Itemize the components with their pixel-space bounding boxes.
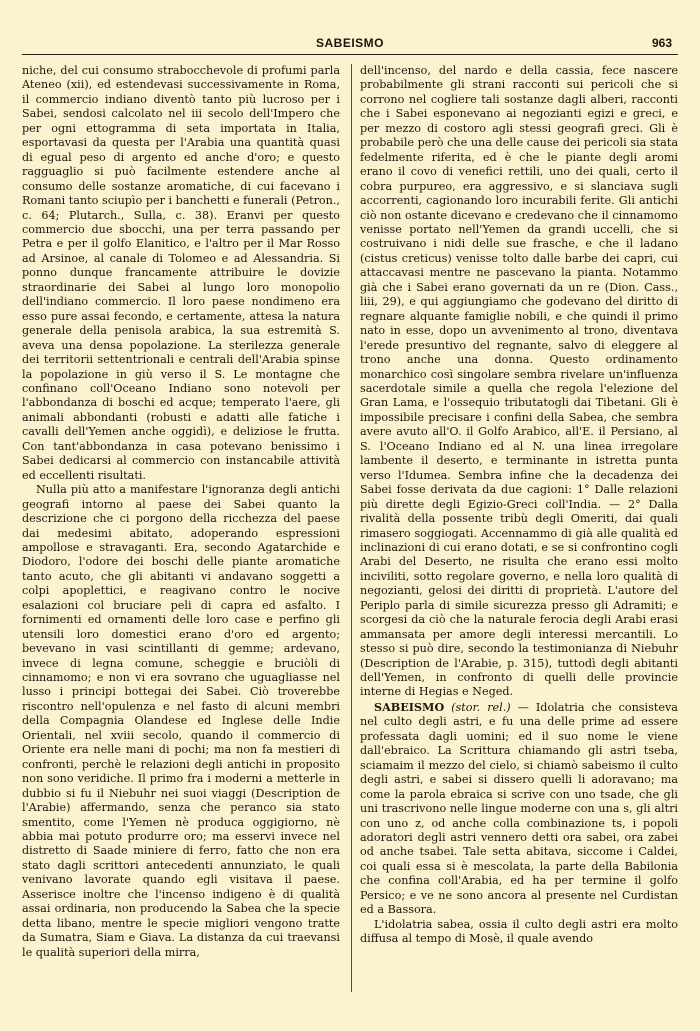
right-column (360, 64, 678, 994)
column-divider (351, 64, 352, 992)
left-paragraph-2: Nulla più atto a manifestare l'ignoranza degli antichi geografi intorno al paese dei Sabei quanto la descrizione che ci porgono della ricchezza del paese dai medesimi abitato, adoperando espressioni ampollose e stravaganti. Era, secondo Agatarchide e Diodoro, l'odore dei boschi delle piante aromatiche tanto acuto, che gli abitanti vi andavano soggetti a colpi apoplettici, e reagivano contro le nocive esalazioni col bruciare peli di capra ed asfalto. I fornimenti ed ornamenti delle loro case e perfino gli utensili loro domestici erano d'oro ed argento; bevevano in vasi scintillanti di gemme; ardevano, invece di legna comune, scheggie e bruciòli di cinnamomo; e non vi era sovrano che uguagliasse nel lusso i principi bottegai dei Sabei. Ciò troverebbe riscontro nell'opulenza e nel fasto di alcuni membri della Compagnia Olandese ed Inglese delle Indie Orientali, nel xviii secolo, quando il commercio di Oriente era nelle mani di pochi; ma non fa mestieri di confronti, perchè le relazioni degli antichi in proposito non sono veridiche. Il primo fra i moderni a metterle in dubbio si fu il Niebuhr nei suoi viaggi (Description de l'Arabie) affermando, senza che peranco sia stato smentito, come l'Yemen nè produca oggigiorno, nè abbia mai potuto produrre oro; ma esservi invece nel distretto di Saade miniere di ferro, fatto che non era stato dagli scrittori antecedenti annunziato, le quali venivano lavorate quando egli visitava il paese. Asserisce inoltre che l'incenso indigeno è di qualità assai ordinaria, non producendo la Sabea che la specie detta libano, mentre le specie migliori vengono tratte da Sumatra, Siam e Giava. La distanza da cui traevansi le qualità superiori della mirra, (22, 483, 340, 959)
right-paragraph-1: dell'incenso, del nardo e della cassia, fece nascere probabilmente gli strani racconti sui pericoli che si corrono nel cogliere tali sostanze dagli alberi, racconti che i Sabei esponevano ai negozianti egizi e greci, e per mezzo di costoro agli stessi geografi greci. Gli è probabile però che una delle cause dei pericoli sia stata fedelmente riferita, ed è che le piante degli aromi erano il covo di venefici rettili, uno dei quali, certo il cobra purpureo, era aggressivo, e si slanciava sugli accorrenti, cagionando loro incurabili ferite. Gli antichi ciò non ostante dicevano e credevano che il cinnamomo venisse portato nell'Yemen da grandi uccelli, che si costruivano i nidi delle sue frasche, e che il ladano (cistus creticus) venisse tolto dalle barbe dei capri, cui attaccavasi mentre ne pascevano la pianta. Notammo già che i Sabei erano governati da un re (Dion. Cass., liii, 29), e qui aggiungiamo che godevano del diritto di regnare alquante famiglie nobili, e che quindi il primo nato in esse, dopo un avvenimento al trono, diventava l'erede presuntivo del regnante, salvo di eleggere al trono anche una donna. Questo ordinamento monarchico così singolare sembra rivelare un'influenza sacerdotale simile a quella che regola l'elezione del Gran Lama, e l'ossequio tributatogli dai Tibetani. Gli è impossibile precisare i confini della Sabea, che sembra avere avuto all'O. il Golfo Arabico, all'E. il Persiano, al S. l'Oceano Indiano ed al N. una linea irregolare lambente il deserto, e terminante in istretta punta verso l'Idumea. Sembra infine che la decadenza dei Sabei fosse derivata da due cagioni: 1° Dalle relazioni più dirette degli Egizio-Greci coll'India. — 2° Dalla rivalità della possente tribù degli Omeriti, dai quali rimasero soggiogati. Accennammo di già alle qualità ed inclinazioni di cui erano dotati, e se si confrontino cogli Arabi del Deserto, ne risulta che erano essi molto inciviliti, sotto regolare governo, e nella loro qualità di negozianti, gelosi dei diritti di proprietà. L'autore del Periplo parla di simile sicurezza presso gli Adramiti; e scorgesi da ciò che la naturale ferocia degli Arabi erasi ammansata per amore degli interessi mercantili. Lo stesso si può dire, secondo la testimonianza di Niebuhr (Description de l'Arabie, p. 315), tuttodì degli abitanti dell'Yemen, in confronto di quelli delle provincie interne di Hegias e Neged. (360, 64, 678, 699)
text-columns (22, 64, 678, 994)
left-column (22, 64, 340, 994)
entry-text: — Idolatria che consisteva nel culto degli astri, e fu una delle prime ad essere professata dagli uomini; ed il suo nome le viene dall'ebraico. La Scrittura chiamando gli astri tseba, sciamaim il mezzo del cielo, si chiamò sabeismo il culto degli astri, e sabei si dissero quelli li adoravano; ma come la parola ebraica si scrive con uno tsade, che gli uni trascrivono nelle lingue moderne con una s, gli altri con uno z, od anche colla combinazione ts, i popoli adoratori degli astri vennero detti ora sabei, ora zabei od anche tsabei. Tale setta abitava, siccome i Caldei, coi quali essa si è mescolata, la parte della Babilonia che confina coll'Arabia, ed ha per termine il golfo Persico; e ve ne sono ancora al presente nel Curdistan ed a Bassora. (360, 700, 678, 917)
running-title: SABEISMO (315, 36, 384, 50)
page-number: 963 (651, 36, 672, 50)
page-header (22, 36, 678, 55)
entry-headword: SABEISMO (374, 699, 445, 714)
left-paragraph-1: niche, del cui consumo strabocchevole di profumi parla Ateneo (xii), ed estendevasi successivamente in Roma, il commercio indiano diventò tanto più lucroso per i Sabei, sendosi calcolato nel iii secolo dell'Impero che per ogni ettogramma di seta importata in Italia, esportavasi da questa per l'Arabia una quantità quasi di egual peso di argento ed anche d'oro; e questo ragguaglio si può facilmente estendere anche al consumo delle sostanze aromatiche, di cui facevano i Romani tanto sciupìo per i banchetti e funerali (Petron., c. 64; Plutarch., Sulla, c. 38). Eranvi per questo commercio due sbocchi, una per terra passando per Petra e per il golfo Elanitico, e l'altro per il Mar Rosso ad Arsinoe, al canale di Tolomeo e ad Alessandria. Si ponno dunque francamente attribuire le dovizie straordinarie dei Sabei al lungo loro monopolio dell'indiano commercio. Il loro paese nondimeno era esso pure assai fecondo, e certamente, attesa la natura generale della penisola arabica, la sua estremità S. aveva una densa popolazione. La sterilezza generale dei territorii settentrionali e centrali dell'Arabia spinse la popolazione in giù verso il S. Le montagne che confinano coll'Oceano Indiano sono notevoli per l'abbondanza di boschi ed acque; temperato l'aere, gli animali abbondanti (robusti e adatti alle fatiche i cavalli dell'Yemen anche oggidì), e deliziose le frutta. Con tant'abbondanza in casa potevano benissimo i Sabei dedicarsi al commercio con instancabile attività ed eccellenti risultati. (22, 64, 340, 482)
sabeismo-entry (360, 700, 678, 918)
right-paragraph-3: L'idolatria sabea, ossia il culto degli astri era molto diffusa al tempo di Mosè, il quale avendo (360, 917, 678, 946)
entry-qualifier: (stor. rel.) (451, 700, 511, 714)
